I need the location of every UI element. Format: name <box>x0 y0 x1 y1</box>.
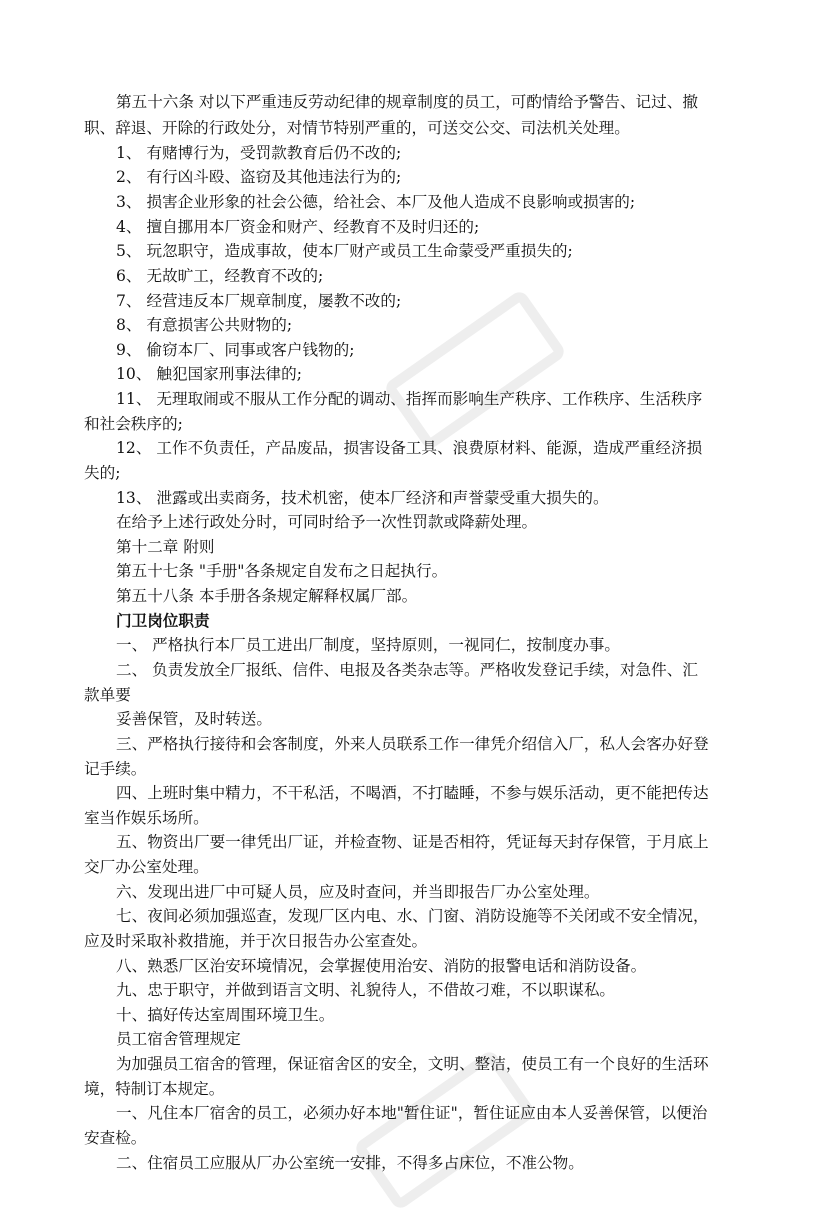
text-line: 和社会秩序的; <box>84 415 183 433</box>
text-line: 4、 擅自挪用本厂资金和财产、经教育不及时归还的; <box>116 218 480 236</box>
text-line: 八、熟悉厂区治安环境情况，会掌握使用治安、消防的报警电话和消防设备。 <box>116 957 647 975</box>
text-line: 一、凡住本厂宿舍的员工，必须办好本地"暂住证"，暂住证应由本人妥善保管，以便治 <box>116 1104 708 1122</box>
text-line: 五、物资出厂要一律凭出厂证，并检查物、证是否相符，凭证每天封存保管，于月底上 <box>116 833 709 851</box>
text-line: 为加强员工宿舍的管理，保证宿舍区的安全，文明、整洁，使员工有一个良好的生活环 <box>116 1055 709 1073</box>
text-line: 职、辞退、开除的行政处分，对情节特别严重的，可送交公交、司法机关处理。 <box>84 119 630 137</box>
text-line: 二、住宿员工应服从厂办公室统一安排，不得多占床位，不准公物。 <box>116 1154 584 1172</box>
text-line: 安查检。 <box>84 1129 147 1147</box>
text-line: 二、 负责发放全厂报纸、信件、电报及各类杂志等。严格收发登记手续，对急件、汇 <box>116 661 698 679</box>
text-line: 记手续。 <box>84 760 147 778</box>
text-line: 7、 经营违反本厂规章制度，屡教不改的; <box>116 292 402 310</box>
text-line: 12、 工作不负责任，产品废品，损害设备工具、浪费原材料、能源，造成严重经济损 <box>116 439 703 457</box>
text-line: 第五十六条 对以下严重违反劳动纪律的规章制度的员工，可酌情给予警告、记过、撤 <box>116 93 698 111</box>
text-line: 六、发现出进厂中可疑人员，应及时查问，并当即报告厂办公室处理。 <box>116 883 600 901</box>
text-line: 应及时采取补救措施，并于次日报告办公室查处。 <box>84 932 428 950</box>
text-line: 9、 偷窃本厂、同事或客户钱物的; <box>116 341 355 359</box>
text-line: 8、 有意损害公共财物的; <box>116 316 293 334</box>
text-line: 10、 触犯国家刑事法律的; <box>116 365 302 383</box>
text-line: 交厂办公室处理。 <box>84 858 209 876</box>
text-line: 十、搞好传达室周围环境卫生。 <box>116 1006 335 1024</box>
text-line: 境，特制订本规定。 <box>84 1080 225 1098</box>
section-heading: 员工宿舍管理规定 <box>116 1030 241 1048</box>
text-line: 失的; <box>84 464 121 482</box>
text-line: 一、 严格执行本厂员工进出厂制度，坚持原则，一视同仁，按制度办事。 <box>116 636 620 654</box>
text-line: 2、 有行凶斗殴、盗窃及其他违法行为的; <box>116 168 402 186</box>
text-line: 室当作娱乐场所。 <box>84 809 209 827</box>
text-line: 第十二章 附则 <box>116 538 215 556</box>
text-line: 第五十七条 "手册"各条规定自发布之日起执行。 <box>116 562 448 580</box>
text-line: 九、忠于职守，并做到语言文明、礼貌待人，不借故刁难，不以职谋私。 <box>116 981 616 999</box>
text-line: 妥善保管，及时转送。 <box>116 710 272 728</box>
text-line: 13、 泄露或出卖商务，技术机密，使本厂经济和声誉蒙受重大损失的。 <box>116 489 609 507</box>
text-line: 款单要 <box>84 686 131 704</box>
text-line: 6、 无故旷工，经教育不改的; <box>116 267 324 285</box>
text-line: 三、严格执行接待和会客制度，外来人员联系工作一律凭介绍信入厂，私人会客办好登 <box>116 735 709 753</box>
text-line: 第五十八条 本手册各条规定解释权属厂部。 <box>116 587 418 605</box>
text-line: 四、上班时集中精力，不干私活，不喝酒，不打瞌睡，不参与娱乐活动，更不能把传达 <box>116 784 709 802</box>
text-line: 3、 损害企业形象的社会公德，给社会、本厂及他人造成不良影响或损害的; <box>116 193 636 211</box>
text-line: 11、 无理取闹或不服从工作分配的调动、指挥而影响生产秩序、工作秩序、生活秩序 <box>116 390 703 408</box>
text-line: 1、 有赌博行为，受罚款教育后仍不改的; <box>116 144 402 162</box>
text-line: 在给予上述行政处分时，可同时给予一次性罚款或降薪处理。 <box>116 513 538 531</box>
text-line: 七、夜间必须加强巡查，发现厂区内电、水、门窗、消防设施等不关闭或不安全情况， <box>116 907 709 925</box>
text-line: 5、 玩忽职守，造成事故，使本厂财产或员工生命蒙受严重损失的; <box>116 242 573 260</box>
section-heading: 门卫岗位职责 <box>116 611 210 630</box>
